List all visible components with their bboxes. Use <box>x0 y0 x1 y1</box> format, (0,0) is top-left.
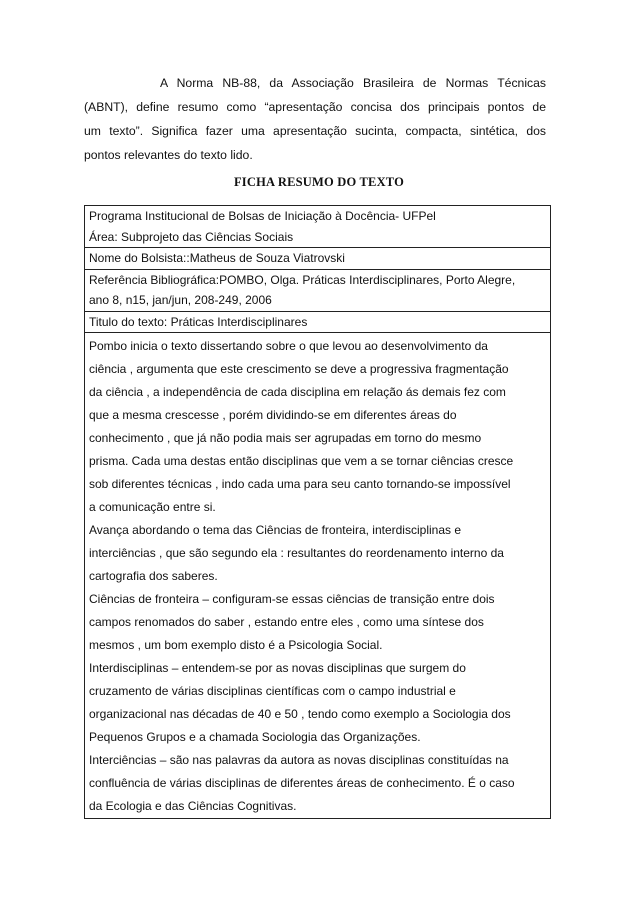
summary-line: Ciências de fronteira – configuram-se essas ciências de transição entre dois <box>89 592 495 606</box>
summary-line: que a mesma crescesse , porém dividindo-se em diferentes áreas do <box>89 408 457 422</box>
summary-line: ciência , argumenta que este crescimento se deve a progressiva fragmentação <box>89 362 509 376</box>
summary-row <box>85 333 551 819</box>
reference-line: Referência Bibliográfica:POMBO, Olga. Práticas Interdisciplinares, Porto Alegre, <box>89 272 516 287</box>
intro-line: (ABNT), define resumo como “apresentação concisa dos principais pontos de <box>84 100 546 114</box>
reference-cell <box>85 269 551 311</box>
summary-line: Pombo inicia o texto dissertando sobre o que levou ao desenvolvimento da <box>89 339 488 353</box>
reference-row <box>85 269 551 311</box>
summary-line: a comunicação entre si. <box>89 500 216 514</box>
intro-line: pontos relevantes do texto lido. <box>84 148 253 162</box>
summary-line: prisma. Cada uma destas então disciplinas que vem a se tornar ciências cresce <box>89 454 514 468</box>
intro-line: A Norma NB-88, da Associação Brasileira de Normas Técnicas <box>160 76 546 90</box>
text-title-row <box>85 311 551 333</box>
summary-line: Avança abordando o tema das Ciências de fronteira, interdisciplinas e <box>89 523 461 537</box>
summary-line: interciências , que são segundo ela : resultantes do reordenamento interno da <box>89 546 504 560</box>
intro-paragraph <box>84 71 546 167</box>
summary-line: da Ecologia e das Ciências Cognitivas. <box>89 799 297 813</box>
summary-line: cartografia dos saberes. <box>89 569 218 583</box>
intro-line: um texto”. Significa fazer uma apresentação sucinta, compacta, sintética, dos <box>84 124 546 138</box>
program-cell <box>85 206 551 248</box>
summary-line: Interciências – são nas palavras da autora as novas disciplinas constituídas na <box>89 753 509 767</box>
summary-line: conhecimento , que já não podia mais ser agrupadas em torno do mesmo <box>89 431 482 445</box>
program-text: Programa Institucional de Bolsas de Iniciação à Docência- UFPel <box>89 209 436 223</box>
summary-sheet-table <box>84 205 551 819</box>
summary-cell <box>85 333 551 819</box>
text-title-cell: Titulo do texto: Práticas Interdisciplinares <box>85 311 551 333</box>
area-text: Área: Subprojeto das Ciências Sociais <box>89 229 294 244</box>
summary-line: mesmos , um bom exemplo disto é a Psicologia Social. <box>89 638 383 652</box>
summary-line: da ciência , a independência de cada disciplina em relação ás demais fez com <box>89 385 506 399</box>
summary-line: organizacional nas décadas de 40 e 50 , tendo como exemplo a Sociologia dos <box>89 707 511 721</box>
student-row <box>85 248 551 270</box>
reference-line: ano 8, n15, jan/jun, 208-249, 2006 <box>89 293 272 307</box>
summary-line: Interdisciplinas – entendem-se por as novas disciplinas que surgem do <box>89 661 466 675</box>
summary-line: Pequenos Grupos e a chamada Sociologia das Organizações. <box>89 730 421 744</box>
program-row <box>85 206 551 248</box>
student-cell: Nome do Bolsista::Matheus de Souza Viatrovski <box>85 248 551 270</box>
summary-line: cruzamento de várias disciplinas científicas com o campo industrial e <box>89 684 456 698</box>
summary-sheet-title: FICHA RESUMO DO TEXTO <box>233 175 405 189</box>
summary-line: sob diferentes técnicas , indo cada uma para seu canto tornando-se impossível <box>89 477 511 491</box>
summary-line: campos renomados do saber , estando entre eles , como uma síntese dos <box>89 615 484 629</box>
summary-line: confluência de várias disciplinas de diferentes áreas de conhecimento. É o caso <box>89 776 515 790</box>
